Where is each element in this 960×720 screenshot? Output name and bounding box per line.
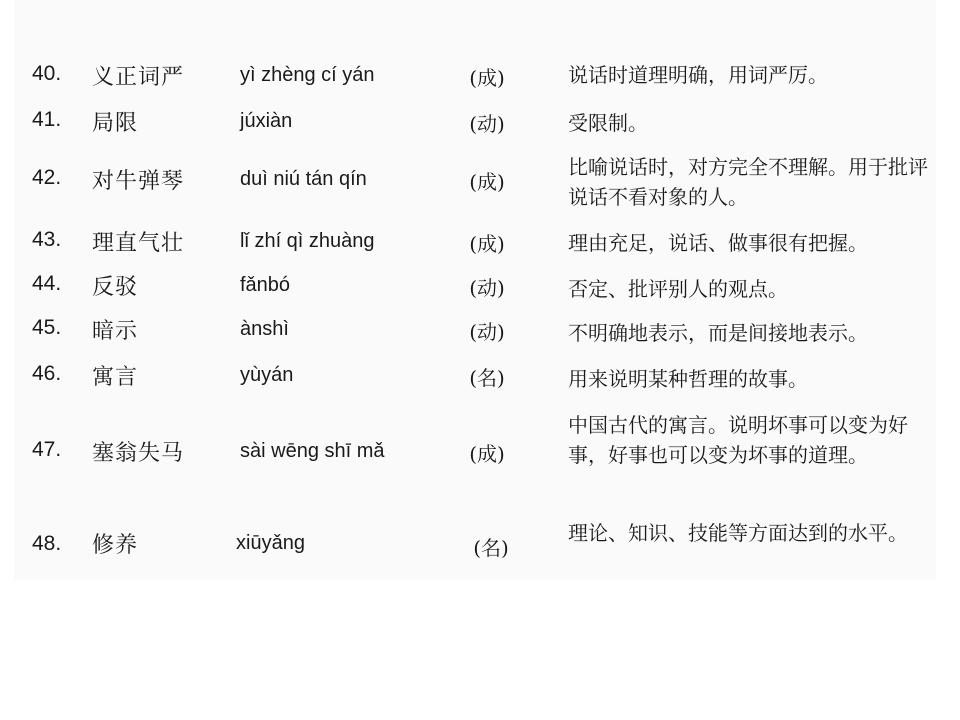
entry-number: 44. <box>32 272 62 295</box>
entry-definition: 理由充足，说话、做事很有把握。 <box>568 231 868 255</box>
entry-word: 对牛弹琴 <box>92 169 185 194</box>
entry-word: 修养 <box>92 533 139 558</box>
entry-definition: 比喻说话时，对方完全不理解。用于批评说话不看对象的人。 <box>568 155 928 209</box>
entry-word: 理直气壮 <box>92 231 185 256</box>
entry-part-of-speech: (动) <box>469 320 505 344</box>
entry-number: 46. <box>32 362 62 385</box>
entry-pinyin: duì niú tán qín <box>240 168 367 190</box>
table-row <box>14 152 936 216</box>
entry-number: 47. <box>32 438 62 461</box>
table-row <box>14 312 936 348</box>
entry-word: 寓言 <box>92 365 139 390</box>
entry-number: 41. <box>32 108 62 131</box>
table-row <box>14 58 936 94</box>
entry-pinyin: júxiàn <box>240 110 293 132</box>
entry-definition: 不明确地表示，而是间接地表示。 <box>568 321 868 345</box>
entry-pinyin: lǐ zhí qì zhuàng <box>240 230 375 252</box>
entry-pinyin: yì zhèng cí yán <box>240 64 375 86</box>
entry-pinyin: xiūyǎng <box>236 532 305 554</box>
entry-definition: 说话时道理明确，用词严厉。 <box>568 63 828 87</box>
entry-pinyin: sài wēng shī mǎ <box>240 440 385 462</box>
entry-pinyin: yùyán <box>240 364 294 386</box>
table-row <box>14 104 936 140</box>
entry-number: 45. <box>32 316 62 339</box>
entry-word: 义正词严 <box>92 65 185 90</box>
vocabulary-table <box>14 0 936 580</box>
entry-part-of-speech: (动) <box>469 276 505 300</box>
entry-definition: 理论、知识、技能等方面达到的水平。 <box>568 521 908 545</box>
entry-word: 局限 <box>92 111 139 136</box>
entry-word: 暗示 <box>92 319 139 344</box>
entry-part-of-speech: (成) <box>469 170 505 194</box>
entry-word: 反驳 <box>92 275 139 300</box>
entry-part-of-speech: (成) <box>469 442 505 466</box>
entry-number: 42. <box>32 166 62 189</box>
entry-part-of-speech: (名) <box>469 366 505 390</box>
entry-part-of-speech: (成) <box>469 66 505 90</box>
entry-part-of-speech: (名) <box>473 536 509 560</box>
entry-number: 48. <box>32 532 62 555</box>
entry-part-of-speech: (成) <box>469 232 505 256</box>
entry-definition: 中国古代的寓言。说明坏事可以变为好事，好事也可以变为坏事的道理。 <box>568 413 908 467</box>
entry-definition: 受限制。 <box>568 111 648 135</box>
entry-word: 塞翁失马 <box>92 441 185 466</box>
entry-definition: 否定、批评别人的观点。 <box>568 277 788 301</box>
table-row <box>14 358 936 394</box>
entry-number: 43. <box>32 228 62 251</box>
table-row <box>14 224 936 260</box>
table-row <box>14 518 936 582</box>
entry-number: 40. <box>32 62 62 85</box>
entry-part-of-speech: (动) <box>469 112 505 136</box>
entry-pinyin: fǎnbó <box>240 274 291 296</box>
entry-pinyin: ànshì <box>240 318 289 340</box>
entry-definition: 用来说明某种哲理的故事。 <box>568 367 808 391</box>
table-row <box>14 268 936 304</box>
table-row <box>14 410 936 506</box>
